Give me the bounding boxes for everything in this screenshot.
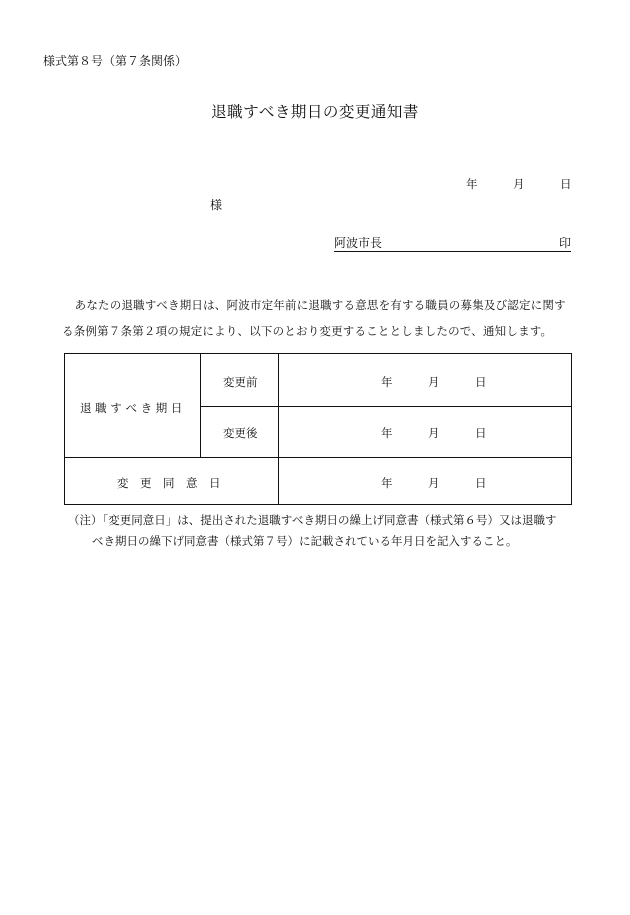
notification-body: あなたの退職すべき期日は、阿波市定年前に退職する意思を有する職員の募集及び認定に関する条例第７条第２項の規定により、以下のとおり変更することとしましたので、通知します。 <box>62 298 566 338</box>
footnote-line-1: （注）「変更同意日」は、提出された退職すべき期日の繰上げ同意書（様式第６号）又は退職す <box>68 513 557 527</box>
retirement-date-group-label: 退 職 す べ き 期 日 <box>80 401 183 415</box>
issuer-name: 阿波市長 <box>334 236 383 250</box>
before-month: 月 <box>428 375 440 389</box>
after-year: 年 <box>381 426 393 440</box>
date-year-label: 年 <box>466 177 478 191</box>
divider-value <box>278 354 279 505</box>
after-month: 月 <box>428 426 440 440</box>
before-year: 年 <box>381 375 393 389</box>
divider-row-1 <box>200 406 572 407</box>
consent-month: 月 <box>428 476 440 490</box>
after-change-label: 変更後 <box>223 426 258 440</box>
consent-date-label: 変 更 同 意 日 <box>117 476 221 490</box>
footnote <box>68 510 576 552</box>
date-month-label: 月 <box>513 177 525 191</box>
consent-day: 日 <box>475 476 487 490</box>
consent-year: 年 <box>381 476 393 490</box>
date-change-table <box>64 353 572 505</box>
addressee-suffix: 様 <box>210 198 223 212</box>
before-change-label: 変更前 <box>223 375 258 389</box>
date-day-label: 日 <box>560 177 572 191</box>
divider-row-2 <box>65 457 572 458</box>
after-day: 日 <box>475 426 487 440</box>
before-day: 日 <box>475 375 487 389</box>
issuer-line <box>334 236 571 252</box>
form-number: 様式第８号（第７条関係） <box>43 54 188 68</box>
document-title: 退職すべき期日の変更通知書 <box>211 103 419 121</box>
seal-mark: 印 <box>558 236 571 250</box>
footnote-line-2: べき期日の繰下げ同意書（様式第７号）に記載されている年月日を記入すること。 <box>92 534 518 548</box>
